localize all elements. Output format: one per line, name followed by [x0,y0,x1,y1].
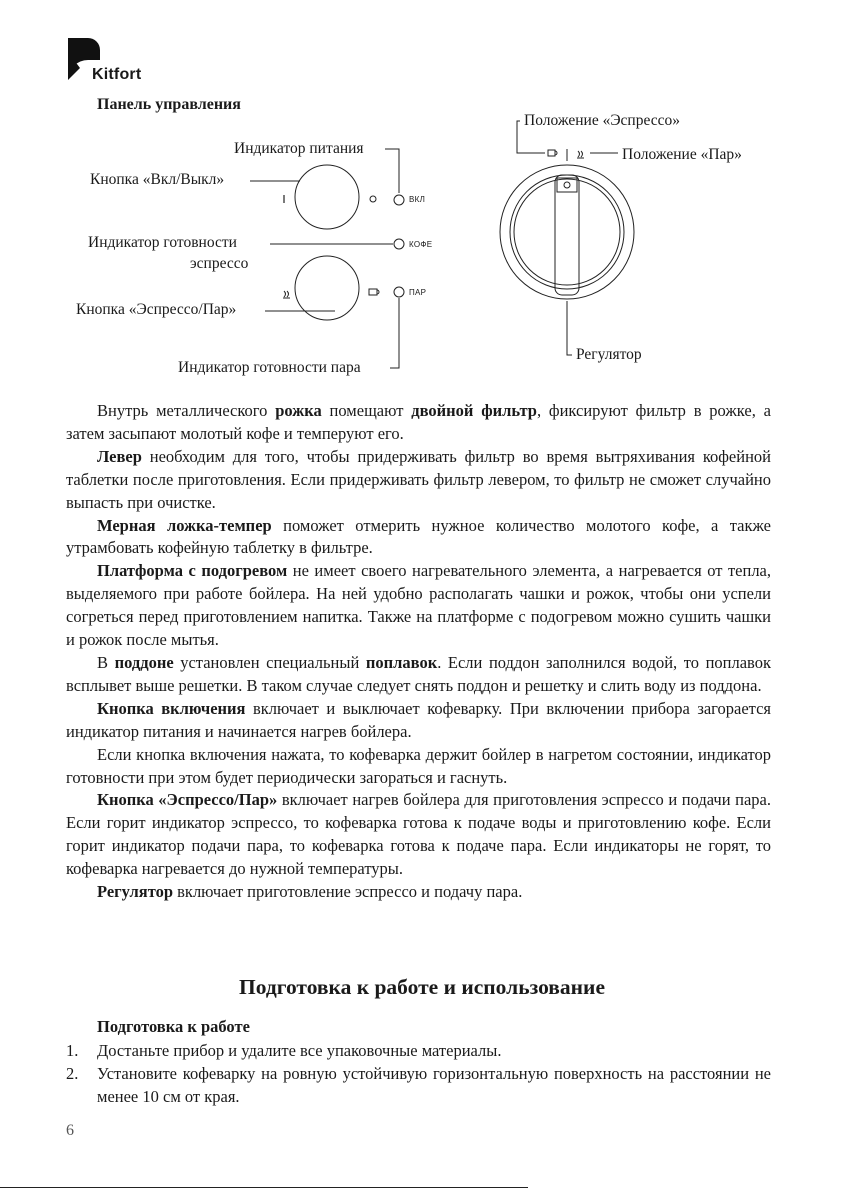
paragraph [66,446,771,515]
text-run: В [97,652,115,672]
section-subtitle: Подготовка к работе [97,1017,250,1036]
power-indicator-lamp [394,195,404,205]
text-run: включает приготовление эспрессо и подачу пара. [173,882,523,902]
paragraph [66,400,771,446]
text-run: , фиксируют фильтр в рожке, а затем засыпают молотый кофе и темперуют его. [66,401,771,443]
instruction-list [66,1040,771,1109]
body-text [66,400,771,904]
text-run: не имеет своего нагревательного элемента, а нагревается от тепла, выделяемого при работе бойлера. На ней удобно располагать чашки и рожок, чтобы они успели согреться перед приготовлением напитка. Также на платформе с подогревом можно сушить чашки и рожок после мытья. [66,561,772,650]
text-run: установлен специальный [173,652,366,672]
on-off-button-label: Кнопка «Вкл/Выкл» [90,171,225,188]
on-off-knob [295,165,359,229]
text-run: включает нагрев бойлера для приготовления эспрессо и подачи пара. Если горит индикатор эспрессо, то кофеварка готова к подаче воды и приготовлению кофе. Если горит индикатор подачи пара, то кофеварка готова к подаче пара. Если индикаторы не горят, то кофеварка нагревается до нужной температуры. [66,790,771,879]
bold-term: рожка [275,401,322,420]
regulator-label: Регулятор [576,346,642,363]
paragraph [66,789,771,881]
espresso-ready-label-2: эспрессо [190,255,249,272]
list-item-number: 2. [66,1063,79,1083]
list-item-text: Установите кофеварку на ровную устойчивую горизонтальную поверхность на расстоянии не менее 10 см от края. [97,1063,771,1106]
vkl-text: ВКЛ [409,195,426,204]
text-run: . Если поддон заполнился водой, то поплавок всплывет выше решетки. В таком случае следует снять поддон и решетку и слить воду из поддона. [66,652,771,695]
steam-position-label: Положение «Пар» [622,146,742,163]
par-text: ПАР [409,288,427,297]
paragraph [66,744,771,790]
bold-term: Левер [97,446,142,466]
bold-term: поддоне [114,652,174,672]
paragraph [66,881,771,904]
text-run: необходим для того, чтобы придерживать фильтр во время вытряхивания кофейной таблетки после приготовления. Если придерживать фильтр левером, то фильтр не сможет случайно выпасть при очистке. [66,446,771,512]
regulator-handle [555,175,579,295]
paragraph [66,698,771,744]
bold-term: Платформа с подогревом [97,561,288,581]
regulator-dial-outer [500,165,634,299]
bold-term: двойной фильтр [411,401,537,420]
kofe-text: КОФЕ [409,240,433,249]
list-item-text: Достаньте прибор и удалите все упаковочные материалы. [97,1041,502,1060]
list-item [66,1063,771,1109]
divider [0,1187,528,1188]
steam-indicator-lamp [394,287,404,297]
text-run: помещают [321,401,412,420]
bold-term: поплавок [365,652,438,672]
espresso-steam-button-label: Кнопка «Эспрессо/Пар» [76,301,237,318]
brand-name: Kitfort [92,66,142,83]
bold-term: Кнопка «Эспрессо/Пар» [97,790,278,810]
list-item-number: 1. [66,1041,79,1060]
paragraph [66,560,771,652]
page-number: 6 [66,1122,74,1139]
espresso-position-label: Положение «Эспрессо» [524,112,680,129]
text-run: Внутрь металлического [97,401,276,420]
bold-term: Кнопка включения [97,698,246,718]
paragraph [66,515,771,561]
text-run: Если кнопка включения нажата, то кофеварка держит бойлер в нагретом состоянии, индикатор готовности при этом будет периодически загораться и гаснуть. [66,744,771,787]
paragraph [66,652,771,698]
power-indicator-label: Индикатор питания [234,140,364,157]
panel-title: Панель управления [97,96,241,113]
espresso-steam-knob [295,256,359,320]
text-run: поможет отмерить нужное количество молотого кофе, а также утрамбовать кофейную таблетку в фильтре. [66,515,772,558]
espresso-ready-label: Индикатор готовности [88,234,237,251]
espresso-indicator-lamp [394,239,404,249]
bold-term: Регулятор [97,882,174,902]
steam-ready-label: Индикатор готовности пара [178,359,361,376]
bold-term: Мерная ложка-темпер [97,515,272,535]
section-title: Подготовка к работе и использование [239,975,605,999]
o-symbol [370,196,376,202]
list-item [66,1040,771,1063]
text-run: включает и выключает кофеварку. При включении прибора загорается индикатор питания и начинается нагрев бойлера. [66,698,771,741]
